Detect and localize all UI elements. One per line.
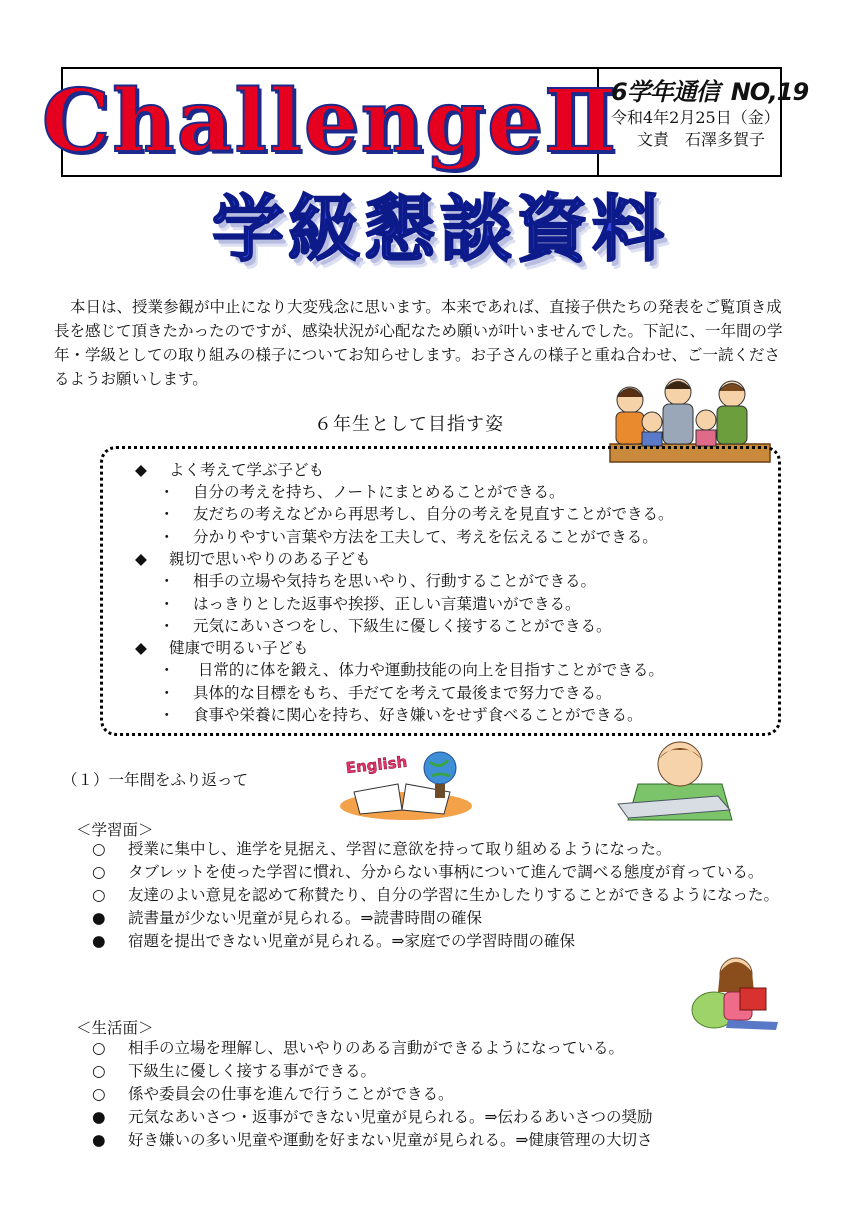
list-mark-icon: ○: [92, 1062, 106, 1080]
list-item: [88, 1083, 798, 1105]
goal-item-text: はっきりとした返事や挨拶、正しい言葉遣いができる。: [193, 594, 581, 613]
goal-group-kindness: [135, 548, 770, 637]
goal-item: [135, 615, 770, 637]
list-mark-icon: ○: [92, 1085, 106, 1103]
goal-item: [135, 593, 770, 615]
english-label: English: [344, 752, 409, 778]
issue-number: NO,19: [730, 78, 809, 106]
list-item: [88, 884, 798, 906]
list-mark-icon: ●: [92, 909, 106, 927]
girl-reading-illustration-icon: [688, 952, 786, 1032]
issue-info: [599, 69, 818, 175]
goal-heading-label: 健康で明るい子ども: [169, 639, 309, 658]
list-item: [88, 1060, 798, 1082]
list-mark-icon: ○: [92, 863, 106, 881]
goals-box: [100, 446, 781, 736]
goal-item: [135, 526, 770, 548]
list-item-text: タブレットを使った学習に慣れ、分からない事柄について進んで調べる態度が育っている。: [128, 863, 764, 881]
bullet-dot-icon: ・: [159, 661, 175, 680]
boy-tablet-illustration-icon: [598, 738, 762, 824]
list-item-text: 元気なあいさつ・返事ができない児童が見られる。⇒伝わるあいさつの奨励: [128, 1108, 653, 1126]
study-list: [88, 838, 798, 953]
newsletter-header: [41, 67, 809, 177]
bullet-dot-icon: ・: [159, 706, 175, 725]
goal-item: [135, 503, 770, 525]
document-title: 学級懇談資料: [211, 187, 668, 271]
life-list: [88, 1037, 798, 1152]
goal-item-text: 具体的な目標をもち、手だてを考えて最後まで努力できる。: [193, 683, 612, 702]
goal-heading-label: 親切で思いやりのある子ども: [169, 550, 371, 569]
goal-group-health: [135, 637, 770, 726]
list-item-text: 授業に集中し、進学を見据え、学習に意欲を持って取り組めるようになった。: [128, 840, 672, 858]
logo-area: [41, 69, 619, 175]
issue-date: 令和4年2月25日（金）: [611, 108, 780, 127]
challenge-logo: ChallengeⅡ: [41, 71, 619, 172]
list-mark-icon: ○: [92, 886, 106, 904]
list-item-text: 読書量が少ない児童が見られる。⇒読書時間の確保: [128, 909, 482, 927]
bullet-dot-icon: ・: [159, 505, 175, 524]
bullet-dot-icon: ・: [159, 572, 175, 591]
goal-heading: [135, 459, 770, 481]
bullet-dot-icon: ・: [159, 683, 175, 702]
bullet-dot-icon: ・: [159, 617, 175, 636]
list-item-text: 係や委員会の仕事を進んで行うことができる。: [128, 1085, 454, 1103]
list-mark-icon: ●: [92, 1108, 106, 1126]
list-item: [88, 861, 798, 883]
list-mark-icon: ○: [92, 840, 106, 858]
list-mark-icon: ●: [92, 932, 106, 950]
diamond-icon: ◆: [135, 550, 147, 569]
goal-heading-label: よく考えて学ぶ子ども: [169, 461, 325, 479]
goal-item-text: 分かりやすい言葉や方法を工夫して、考えを伝えることができる。: [193, 527, 658, 546]
bullet-dot-icon: ・: [159, 483, 175, 501]
book-globe-illustration-icon: [336, 748, 484, 824]
list-mark-icon: ○: [92, 1039, 106, 1057]
goal-item: [135, 659, 770, 681]
goal-item-text: 自分の考えを持ち、ノートにまとめることができる。: [193, 483, 565, 501]
list-item: [88, 930, 798, 952]
goal-heading: [135, 548, 770, 570]
issue-line: [611, 77, 808, 107]
bullet-dot-icon: ・: [159, 527, 175, 546]
goals-title: ６年生として目指す姿: [314, 414, 504, 435]
list-mark-icon: ●: [92, 1131, 106, 1149]
life-heading: ＜生活面＞: [76, 1019, 154, 1037]
goal-item-text: 相手の立場や気持ちを思いやり、行動することができる。: [193, 572, 597, 591]
diamond-icon: ◆: [135, 461, 147, 479]
list-item: [88, 907, 798, 929]
review-section-title: （１）一年間をふり返って: [62, 771, 249, 789]
list-item: [88, 1037, 798, 1059]
list-item: [88, 1129, 798, 1151]
list-item-text: 相手の立場を理解し、思いやりのある言動ができるようになっている。: [128, 1039, 625, 1057]
goal-item: [135, 704, 770, 726]
list-item: [88, 1106, 798, 1128]
list-item-text: 下級生に優しく接する事ができる。: [128, 1062, 377, 1080]
goal-item: [135, 682, 770, 704]
list-item-text: 宿題を提出できない児童が見られる。⇒家庭での学習時間の確保: [128, 932, 575, 950]
goal-item-text: 食事や栄養に関心を持ち、好き嫌いをせず食べることができる。: [193, 706, 643, 725]
bullet-dot-icon: ・: [159, 594, 175, 613]
list-item-text: 好き嫌いの多い児童や運動を好まない児童が見られる。⇒健康管理の大切さ: [128, 1131, 653, 1149]
study-heading: ＜学習面＞: [76, 821, 154, 839]
goal-item: [135, 570, 770, 592]
goal-item-text: 友だちの考えなどから再思考し、自分の考えを見直すことができる。: [193, 505, 674, 524]
grade-newsletter-label: 6学年通信: [611, 78, 719, 106]
goal-group-thinking: [135, 459, 770, 548]
author: 文責 石澤多賀子: [637, 130, 766, 149]
goal-item: [135, 481, 770, 503]
goal-item-text: 日常的に体を鍛え、体力や運動技能の向上を目指すことができる。: [193, 661, 664, 680]
intro-paragraph: 本日は、授業参観が中止になり大変残念に思います。本来であれば、直接子供たちの発表をご覧頂き成長を感じて頂きたかったのですが、感染状況が心配なため願いが叶いませんでした。下記に、一年間の学年・学級としての取り組みの様子についてお知らせします。お子さんの様子と重ね合わせ、ご一読くださるようお願いします。: [54, 298, 783, 388]
goal-heading: [135, 637, 770, 659]
list-item: [88, 838, 798, 860]
goal-item-text: 元気にあいさつをし、下級生に優しく接することができる。: [193, 617, 612, 636]
diamond-icon: ◆: [135, 639, 147, 658]
list-item-text: 友達のよい意見を認めて称賛たり、自分の学習に生かしたりすることができるようになった。: [128, 886, 780, 904]
